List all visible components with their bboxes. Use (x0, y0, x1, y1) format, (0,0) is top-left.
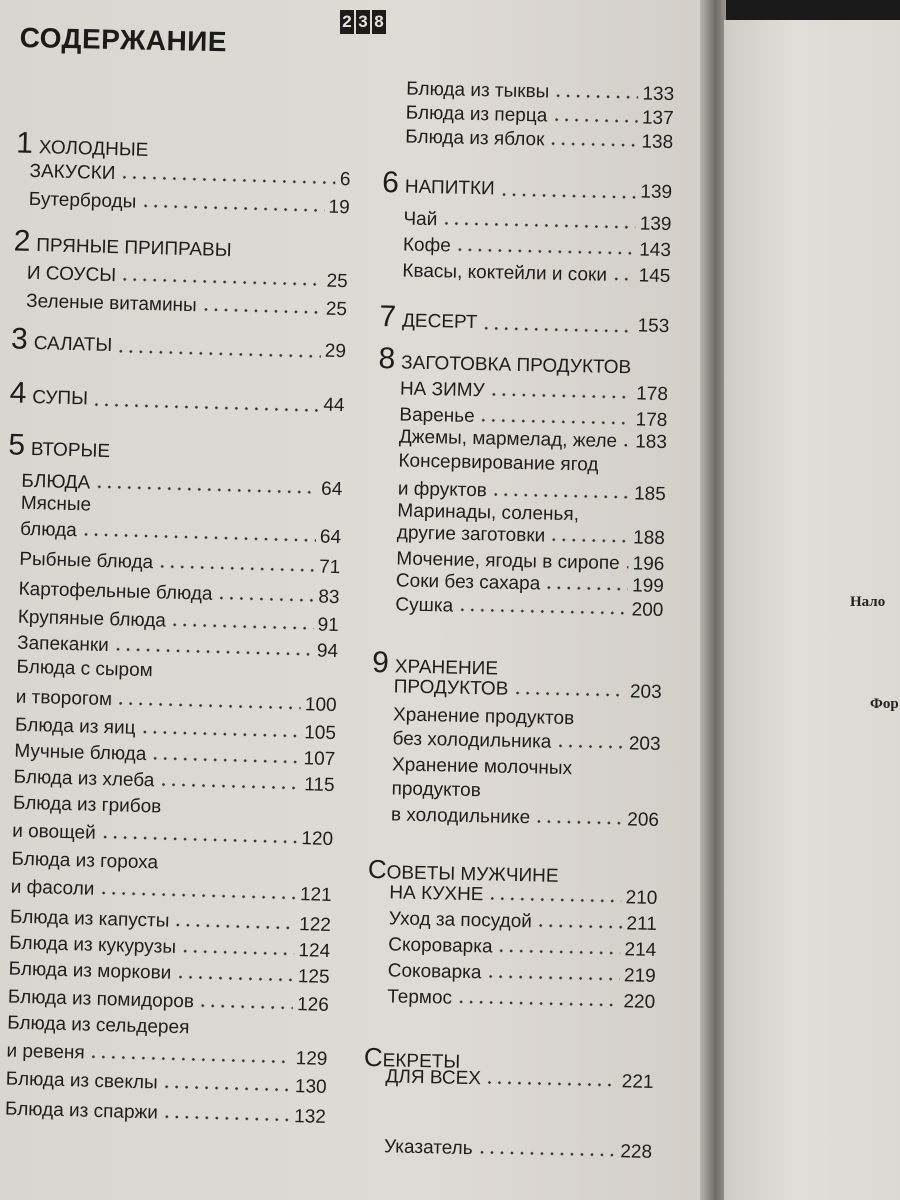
dot-leader (94, 485, 317, 495)
entry-title: Блюда из перца (405, 102, 548, 127)
page-ref: 203 (629, 681, 662, 704)
page-ref: 100 (304, 694, 337, 717)
toc-chapter (8, 428, 344, 471)
entry-title: другие заготовки (396, 522, 546, 547)
page-ref: 29 (324, 340, 347, 363)
dot-leader (555, 744, 625, 749)
chapter-title: ВТОРЫЕ (30, 438, 111, 463)
chapter-title: ПРЯНЫЕ ПРИПРАВЫ (35, 235, 232, 262)
entry-title: Консервирование ягод (398, 450, 599, 476)
toc-entry-line (7, 1013, 328, 1043)
page-ref: 107 (303, 748, 336, 771)
dot-leader (216, 596, 314, 603)
chapter-number: 7 (379, 300, 397, 334)
toc-entry (10, 877, 331, 907)
entry-title: Блюда из спаржи (4, 1098, 159, 1124)
dot-leader (544, 586, 628, 592)
entry-title: блюда (19, 518, 78, 542)
chapter-number: 8 (378, 342, 396, 376)
dot-leader (173, 923, 295, 930)
entry-title: Соковарка (387, 960, 482, 984)
toc-entry (405, 127, 673, 155)
chapter-number: С (363, 1041, 384, 1073)
entry-title: Запеканки (16, 632, 110, 657)
page-heading: СОДЕРЖАНИЕ (19, 22, 228, 58)
entry-title: Скороварка (388, 934, 493, 958)
dot-leader (551, 118, 638, 124)
page-ref: 122 (298, 914, 332, 936)
toc-entry (9, 933, 330, 963)
page-ref: 206 (627, 809, 660, 831)
toc-entry-line (13, 793, 334, 823)
dot-leader (81, 532, 316, 542)
toc-entry-line (393, 704, 661, 732)
page-number (340, 10, 386, 34)
page-number-digit: 8 (372, 10, 386, 34)
dot-leader (116, 701, 301, 710)
dot-leader (119, 175, 335, 185)
toc-entry (399, 426, 667, 454)
dot-leader (534, 819, 623, 825)
entry-title: Блюда из моркови (8, 958, 172, 984)
chapter-title: ХРАНЕНИЕ (394, 656, 499, 680)
page-ref: 64 (320, 478, 343, 501)
toc-entry (396, 570, 664, 598)
toc-entry (393, 676, 661, 704)
entry-title: ЗАКУСКИ (29, 160, 116, 185)
page-ref: 71 (318, 556, 341, 579)
page-ref: 120 (301, 828, 334, 851)
toc-entry (397, 522, 665, 550)
entry-title: без холодильника (392, 728, 552, 753)
toc-entry (12, 821, 333, 851)
next-page (724, 20, 900, 1200)
toc-entry (5, 1099, 326, 1129)
entry-title: Мучные блюда (14, 740, 147, 766)
toc-entry (18, 607, 339, 637)
toc-entry-line (392, 754, 660, 782)
page-ref: 105 (303, 722, 337, 745)
chapter-number: 4 (9, 376, 27, 410)
entry-title: И СОУСЫ (26, 262, 117, 287)
dot-leader (485, 1080, 618, 1087)
dot-leader (477, 1150, 617, 1157)
dot-leader (158, 782, 300, 790)
entry-title: Бутерброды (28, 188, 137, 213)
entry-title: Маринады, соленья, (397, 500, 580, 526)
toc-entry (15, 715, 336, 745)
entry-title: продуктов (391, 778, 482, 802)
page-ref: 220 (623, 991, 656, 1013)
dot-leader (441, 221, 635, 229)
next-page-text: Нало (850, 594, 886, 610)
entry-title: Мясные (20, 492, 92, 516)
dot-leader (485, 974, 620, 981)
page-ref: 64 (319, 526, 342, 549)
entry-title: Сушка (395, 594, 454, 617)
page-ref: 145 (638, 265, 671, 288)
dot-leader (162, 1115, 290, 1122)
dot-leader (113, 647, 313, 656)
toc-entry (406, 79, 674, 107)
dot-leader (161, 1085, 290, 1092)
entry-title: Кофе (402, 234, 452, 257)
entry-title: Термос (386, 986, 453, 1009)
page-ref: 199 (631, 575, 665, 598)
chapter-title: ДЕСЕРТ (401, 310, 478, 334)
page-ref: 6 (339, 168, 351, 191)
page-ref: 133 (642, 83, 675, 106)
chapter-title: ХОЛОДНЫЕ (38, 137, 149, 161)
page-ref: 143 (638, 239, 672, 262)
page-ref: 121 (299, 884, 332, 906)
page-ref: 138 (641, 131, 674, 154)
toc-chapter (382, 166, 673, 206)
page-ref: 139 (640, 181, 673, 204)
toc-entry (384, 1136, 652, 1164)
entry-title: Квасы, коктейли и соки (402, 260, 608, 286)
page-ref: 178 (635, 383, 669, 406)
dot-leader (536, 923, 623, 929)
chapter-title: НАПИТКИ (404, 176, 495, 200)
entry-title: Хранение молочных (391, 754, 573, 780)
entry-title: ПРОДУКТОВ (393, 676, 509, 700)
toc-entry (402, 260, 670, 288)
toc-entry (403, 209, 671, 237)
entry-title: Джемы, мармелад, желе (398, 426, 618, 453)
toc-entry (389, 882, 657, 910)
toc-entry (18, 579, 339, 609)
toc-entry (392, 728, 660, 756)
toc-entry (8, 959, 329, 989)
dot-leader (624, 565, 629, 569)
toc-entry-line (391, 778, 659, 806)
dot-leader (89, 1055, 292, 1064)
dot-leader (553, 94, 638, 100)
entry-title: Хранение продуктов (392, 704, 575, 730)
page-ref: 211 (626, 913, 658, 935)
dot-leader (157, 564, 315, 572)
toc-entry-line (11, 849, 332, 879)
dot-leader (201, 307, 322, 314)
dot-leader (549, 538, 629, 544)
toc-entry (15, 687, 336, 717)
entry-title: Чай (403, 208, 438, 231)
chapter-number: С (367, 853, 387, 885)
dot-leader (489, 392, 633, 399)
entry-title: Блюда из хлеба (13, 766, 155, 792)
dot-leader (175, 975, 294, 982)
dot-leader (170, 623, 314, 631)
dot-leader (499, 192, 637, 199)
dot-leader (479, 418, 632, 425)
page-number-digit: 2 (340, 10, 354, 34)
page-ref: 137 (641, 107, 674, 130)
dot-leader (98, 891, 296, 900)
page-ref: 19 (328, 196, 350, 219)
page-ref: 139 (639, 213, 672, 236)
entry-title: Блюда из тыквы (406, 78, 550, 103)
page-ref: 132 (293, 1106, 327, 1128)
entry-title: ДЛЯ ВСЕХ (385, 1066, 482, 1090)
page-ref: 219 (623, 965, 656, 987)
page-ref: 130 (294, 1076, 327, 1098)
page-ref: 178 (635, 409, 668, 432)
chapter-title: ОВЕТЫ МУЖЧИНЕ (386, 862, 559, 887)
entry-title: Блюда из помидоров (7, 986, 195, 1013)
chapter-title: САЛАТЫ (33, 333, 113, 357)
entry-title: и фруктов (397, 478, 488, 502)
entry-title: Указатель (383, 1136, 473, 1160)
page-ref: 91 (317, 614, 340, 637)
toc-entry (403, 234, 671, 262)
toc-entry (5, 1069, 326, 1099)
dot-leader (611, 277, 635, 281)
dot-leader (487, 896, 621, 903)
page-ref: 25 (326, 270, 349, 293)
page-ref: 115 (303, 774, 335, 797)
chapter-number: 9 (371, 645, 390, 680)
dot-leader (548, 142, 637, 148)
entry-title: Блюда из капусты (9, 906, 170, 932)
dot-leader (116, 349, 321, 358)
page-ref: 221 (621, 1071, 654, 1093)
page-ref: 124 (298, 940, 331, 962)
next-page-text: Фор (870, 696, 899, 712)
toc-chapter (379, 300, 670, 340)
entry-title: Блюда из яиц (14, 714, 136, 739)
page-ref: 153 (637, 315, 670, 338)
entry-title: в холодильнике (390, 804, 531, 829)
toc-entry (389, 908, 657, 936)
toc-entry (6, 1041, 327, 1071)
toc-entry (387, 986, 655, 1014)
entry-title: Варенье (399, 404, 475, 428)
page-ref: 196 (632, 553, 665, 576)
page-number-digit: 3 (356, 10, 370, 34)
entry-title: Блюда из гороха (11, 848, 159, 874)
page-ref: 200 (631, 599, 664, 622)
toc-chapter (378, 342, 669, 382)
page-ref: 185 (633, 483, 667, 506)
chapter-title: СУПЫ (32, 386, 89, 410)
chapter-number: 6 (381, 166, 400, 200)
entry-title: и фасоли (10, 876, 95, 900)
dot-leader (456, 1000, 620, 1007)
entry-title: Соки без сахара (395, 570, 541, 595)
dot-leader (491, 492, 630, 499)
page-ref: 210 (625, 887, 658, 909)
entry-title: Блюда из яблок (404, 126, 545, 151)
entry-title: Блюда из свеклы (5, 1068, 158, 1094)
entry-title: Мочение, ягоды в сиропе (396, 548, 620, 575)
toc-chapter (13, 224, 349, 267)
toc-entry (388, 934, 656, 962)
entry-title: и овощей (11, 820, 97, 844)
dot-leader (120, 277, 323, 286)
chapter-number: 5 (7, 428, 26, 462)
chapter-number: 2 (13, 224, 31, 258)
entry-title: Блюда из грибов (12, 792, 162, 818)
dot-leader (92, 403, 320, 413)
book-gutter (700, 0, 726, 1200)
toc-entry (19, 549, 340, 579)
toc-entry (13, 767, 334, 797)
page-ref: 83 (318, 586, 340, 609)
page-ref: 203 (628, 733, 661, 755)
page-ref: 126 (296, 994, 330, 1016)
entry-title: Крупяные блюда (17, 606, 167, 632)
toc-entry (28, 189, 349, 219)
entry-title: и творогом (15, 686, 113, 711)
toc-chapter (9, 376, 345, 419)
page-ref: 214 (624, 939, 657, 961)
page-ref: 228 (620, 1141, 653, 1163)
entry-title: Блюда из сельдерея (6, 1012, 190, 1039)
toc-entry (391, 804, 659, 832)
toc-entry (395, 594, 663, 622)
dot-leader (150, 756, 299, 764)
entry-title: Рыбные блюда (19, 548, 154, 574)
toc-entry (20, 519, 341, 549)
dot-leader (621, 443, 631, 447)
page-ref: 125 (297, 966, 330, 988)
toc-entry-line (398, 450, 666, 478)
dot-leader (455, 248, 635, 256)
toc-entry (14, 741, 335, 771)
dot-leader (481, 326, 633, 333)
page-ref: 94 (316, 640, 339, 663)
entry-title: НА ЗИМУ (399, 378, 485, 402)
page-ref: 188 (632, 527, 666, 550)
entry-title: Блюда с сыром (16, 656, 154, 682)
page-ref: 44 (323, 394, 345, 417)
chapter-title: ЗАГОТОВКА ПРОДУКТОВ (400, 352, 632, 379)
dot-leader (496, 949, 620, 956)
dot-leader (139, 730, 300, 738)
chapter-number: 3 (10, 322, 29, 356)
chapter-number: 1 (15, 126, 34, 160)
dot-leader (512, 691, 626, 697)
dot-leader (100, 835, 298, 844)
entry-title: Зеленые витамины (25, 290, 197, 317)
dot-leader (140, 204, 324, 213)
toc-entry (385, 1066, 653, 1094)
dot-leader (180, 949, 295, 956)
entry-title: и ревеня (6, 1040, 86, 1064)
dot-leader (457, 608, 628, 616)
page-ref: 129 (295, 1048, 328, 1070)
toc-entry (388, 960, 656, 988)
toc-entry (27, 263, 348, 293)
entry-title: Уход за посудой (388, 908, 533, 933)
entry-title: Картофельные блюда (18, 578, 213, 605)
entry-title: Блюда из кукурузы (9, 932, 177, 958)
entry-title: НА КУХНЕ (389, 882, 484, 906)
toc-entry (10, 907, 331, 937)
chapter-title: ЕКРЕТЫ (382, 1050, 461, 1073)
toc-entry (26, 291, 347, 321)
page-ref: 25 (325, 298, 348, 321)
toc-entry (8, 987, 329, 1017)
toc-entry (405, 103, 673, 131)
dot-leader (198, 1004, 293, 1010)
toc-chapter (11, 322, 347, 365)
toc-entry (400, 378, 668, 406)
entry-title: БЛЮДА (21, 470, 91, 494)
page-ref: 183 (634, 431, 668, 454)
